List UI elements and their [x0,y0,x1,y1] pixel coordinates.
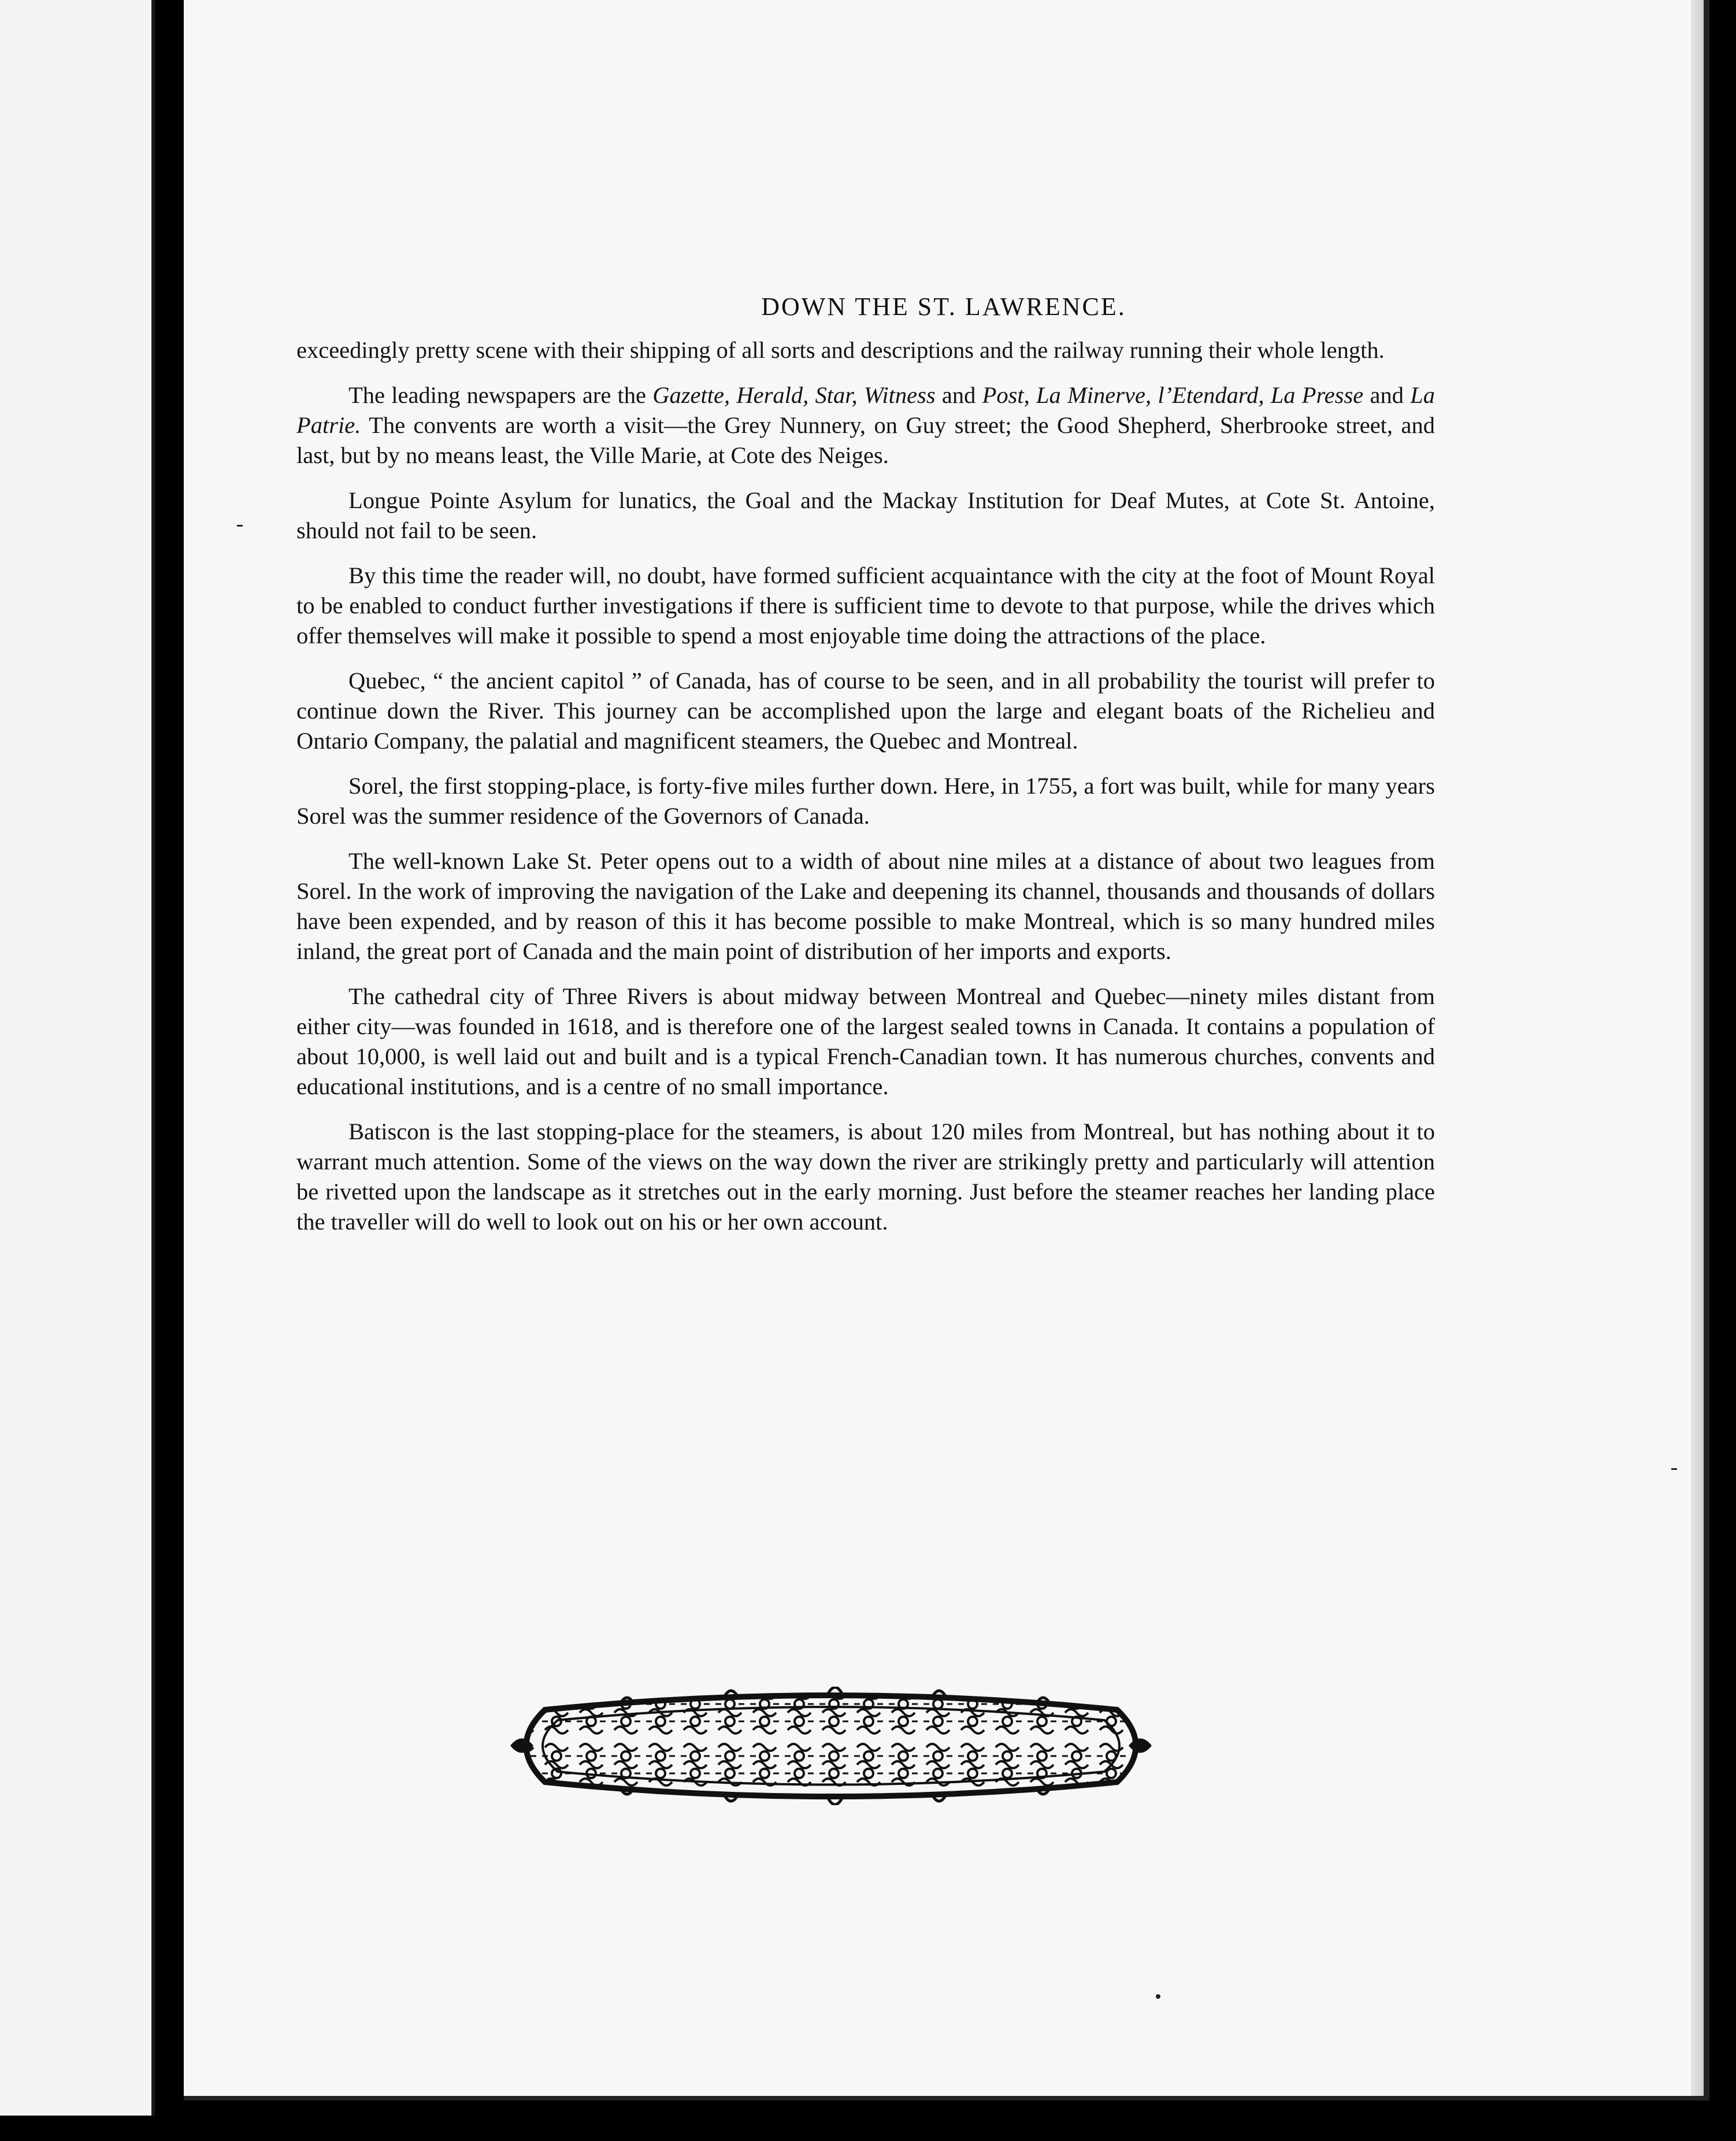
text-run: The well-known Lake St. Peter opens out to a width of about nine miles at a distance of about two leagues from Sorel. In the work of improving the navigation of the Lake and deepening its channel, thousands and thousands of dollars have been expended, and by reason of this it has become possible to make Montreal, which is so many hundred miles inland, the great port of Canada and the main point of distribution of her imports and exports. [296,848,1435,964]
paragraph [296,486,1435,546]
text-run: Longue Pointe Asylum for lunatics, the Goal and the Mackay Institution for Deaf Mutes, at Cote St. Antoine, should not fail to be seen. [296,487,1435,543]
decorative-ornament-icon [505,1687,1158,1805]
paragraph [296,561,1435,651]
margin-mark [237,525,243,527]
paragraph [296,666,1435,756]
paragraph [296,981,1435,1102]
italic-text: La Patrie. [296,382,1435,438]
body-text [296,335,1435,1252]
book-page [184,0,1709,2101]
margin-mark [1671,1468,1677,1470]
text-run: and [935,382,982,408]
text-run: Batiscon is the last stopping-place for the steamers, is about 120 miles from Montreal, but has nothing about it to warrant much attention. Some of the views on the way down the river are strikingly pretty and particularly will attention be rivetted upon the landscape as it stretches out in the early morning. Just before the steamer reaches her landing place the traveller will do well to look out on his or her own account. [296,1118,1435,1235]
paragraph [296,771,1435,831]
paragraph [296,846,1435,966]
text-run: Sorel, the first stopping-place, is forty-five miles further down. Here, in 1755, a fort was built, while for many years Sorel was the summer residence of the Governors of Canada. [296,773,1435,829]
text-run: Quebec, “ the ancient capitol ” of Canada, has of course to be seen, and in all probability the tourist will prefer to continue down the River. This journey can be accomplished upon the large and elegant boats of the Richelieu and Ontario Company, the palatial and magnificent steamers, the Quebec and Montreal. [296,668,1435,754]
text-run: exceedingly pretty scene with their shipping of all sorts and descriptions and the railway running their whole length. [296,337,1385,363]
paragraph [296,380,1435,471]
paragraph [296,335,1435,365]
text-run: The cathedral city of Three Rivers is about midway between Montreal and Quebec—ninety miles distant from either city—was founded in 1618, and is therefore one of the largest sealed towns in Canada. It contains a population of about 10,000, is well laid out and built and is a typical French-Canadian town. It has numerous churches, convents and educational institutions, and is a centre of no small importance. [296,983,1435,1099]
stray-ink-dot [1156,1994,1160,1999]
text-run: By this time the reader will, no doubt, have formed sufficient acquaintance with the city at the foot of Mount Royal to be enabled to conduct further investigations if there is sufficient time to devote to that purpose, while the drives which offer themselves will make it possible to spend a most enjoyable time doing the attractions of the place. [296,562,1435,649]
left-page-edge [0,0,155,2116]
italic-text: Post, La Minerve, l’Etendard, La Presse [982,382,1364,408]
italic-text: Gazette, Herald, Star, Witness [652,382,936,408]
paragraph [296,1117,1435,1237]
text-run: and [1363,382,1411,408]
text-run: The convents are worth a visit—the Grey Nunnery, on Guy street; the Good Shepherd, Sherbrooke street, and last, but by no means least, the Ville Marie, at Cote des Neiges. [296,412,1435,468]
text-run: The leading newspapers are the [348,382,653,408]
running-header: DOWN THE ST. LAWRENCE. [761,292,1126,321]
